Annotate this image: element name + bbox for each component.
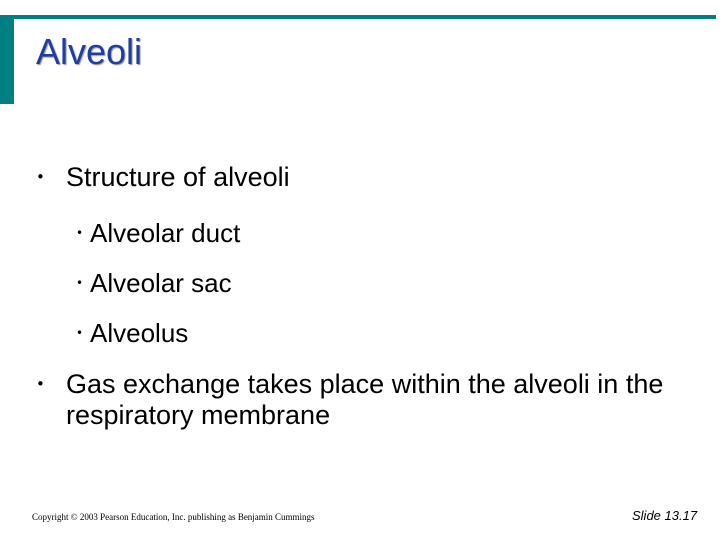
bullet-icon: • xyxy=(76,326,84,340)
bullet-text: Gas exchange takes place within the alveoli in the respiratory membrane xyxy=(66,369,664,430)
footer-copyright: Copyright © 2003 Pearson Education, Inc. publishing as Benjamin Cummings xyxy=(32,512,315,522)
footer-slide-number: Slide 13.17 xyxy=(632,508,698,523)
bullet-icon: • xyxy=(36,375,45,393)
bullet-icon: • xyxy=(76,276,84,290)
bullet-text: Structure of alveoli xyxy=(66,162,290,192)
bullet-gas-exchange xyxy=(36,369,666,431)
bullet-icon: • xyxy=(76,226,84,240)
bullet-text: Alveolar duct xyxy=(90,218,241,248)
bullet-icon: • xyxy=(36,168,45,186)
left-accent-bar xyxy=(0,17,14,104)
bullet-text: Alveolar sac xyxy=(90,268,232,298)
bullet-structure-of-alveoli xyxy=(36,162,290,193)
sub-bullet-alveolus xyxy=(76,319,188,348)
sub-bullet-alveolar-duct xyxy=(76,219,240,248)
top-accent-bar xyxy=(0,15,716,19)
bullet-text: Alveolus xyxy=(90,318,189,348)
sub-bullet-alveolar-sac xyxy=(76,269,232,298)
slide-title: Alveoli xyxy=(36,31,143,72)
